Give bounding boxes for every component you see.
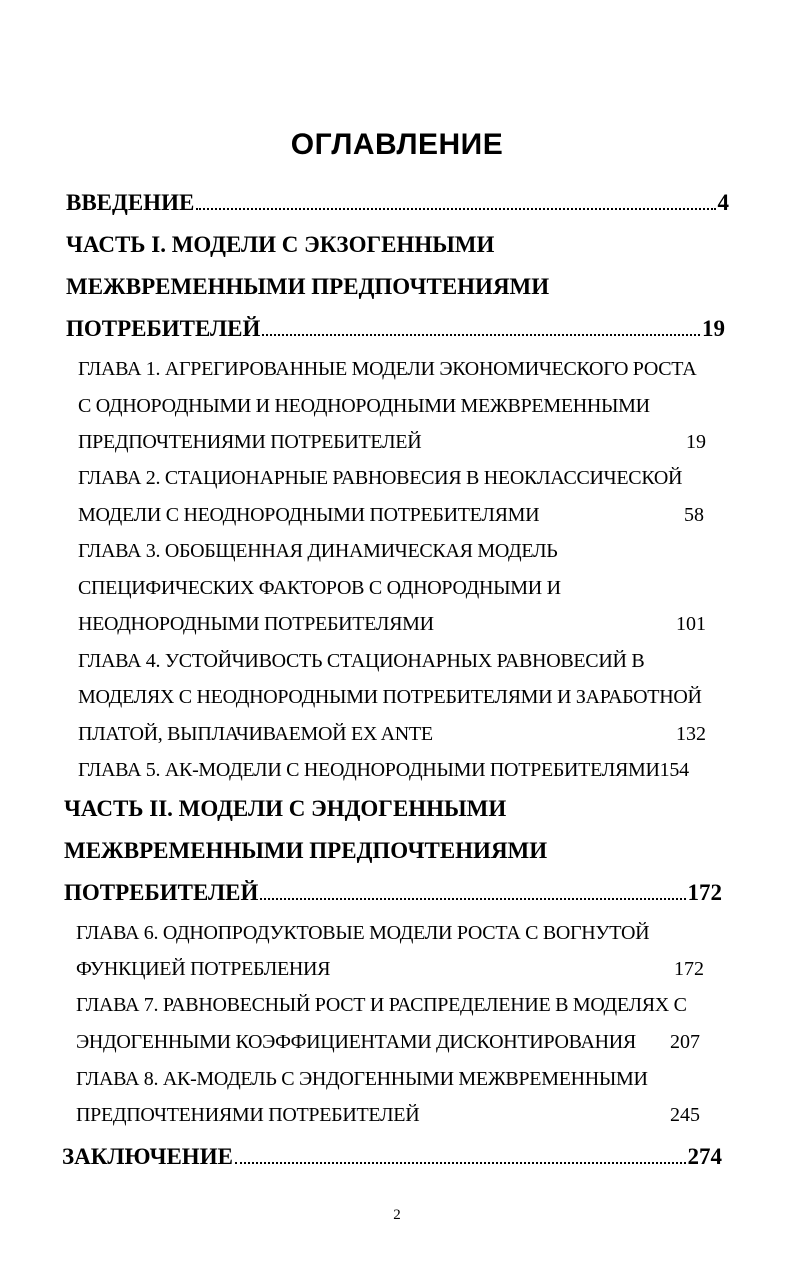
chapter-line: ПРЕДПОЧТЕНИЯМИ ПОТРЕБИТЕЛЕЙ xyxy=(76,1104,420,1126)
chapter-line: МОДЕЛЯХ С НЕОДНОРОДНЫМИ ПОТРЕБИТЕЛЯМИ И ЗАРАБОТНОЙ xyxy=(78,686,702,708)
part-label: ЧАСТЬ II. МОДЕЛИ С ЭНДОГЕННЫМИ xyxy=(64,796,507,821)
dot-leader xyxy=(260,898,685,900)
part-label: МЕЖВРЕМЕННЫМИ ПРЕДПОЧТЕНИЯМИ xyxy=(64,838,548,863)
chapter-line: ГЛАВА 7. РАВНОВЕСНЫЙ РОСТ И РАСПРЕДЕЛЕНИЕ В МОДЕЛЯХ С xyxy=(76,994,687,1016)
dot-leader xyxy=(262,334,700,336)
entry-page: 274 xyxy=(687,1144,722,1169)
chapter-page: 172 xyxy=(674,958,704,980)
chapter-line: ПРЕДПОЧТЕНИЯМИ ПОТРЕБИТЕЛЕЙ xyxy=(78,431,422,453)
toc-part-1-line-2[interactable] xyxy=(66,274,549,300)
chapter-line: ЭНДОГЕННЫМИ КОЭФФИЦИЕНТАМИ ДИСКОНТИРОВАНИЯ xyxy=(76,1031,636,1053)
chapter-line: ГЛАВА 1. АГРЕГИРОВАННЫЕ МОДЕЛИ ЭКОНОМИЧЕСКОГО РОСТА xyxy=(78,358,697,380)
entry-page: 172 xyxy=(687,880,722,905)
chapter-page: 207 xyxy=(670,1031,700,1053)
chapter-line: ФУНКЦИЕЙ ПОТРЕБЛЕНИЯ xyxy=(76,958,331,980)
chapter-line: МОДЕЛИ С НЕОДНОРОДНЫМИ ПОТРЕБИТЕЛЯМИ xyxy=(78,504,540,526)
entry-label: ВВЕДЕНИЕ xyxy=(66,190,195,215)
chapter-page: 132 xyxy=(676,723,706,745)
toc-part-1-line-1[interactable] xyxy=(66,232,494,258)
toc-part-2-line-3[interactable] xyxy=(64,880,722,906)
toc-entry-conclusion[interactable] xyxy=(62,1144,722,1170)
chapter-page: 101 xyxy=(676,613,706,635)
chapter-line: ГЛАВА 2. СТАЦИОНАРНЫЕ РАВНОВЕСИЯ В НЕОКЛАССИЧЕСКОЙ xyxy=(78,467,683,489)
dot-leader xyxy=(235,1162,686,1164)
chapter-line: ГЛАВА 5. АК-МОДЕЛИ С НЕОДНОРОДНЫМИ ПОТРЕБИТЕЛЯМИ154 xyxy=(78,759,689,781)
chapter-page: 245 xyxy=(670,1104,700,1126)
chapter-line: С ОДНОРОДНЫМИ И НЕОДНОРОДНЫМИ МЕЖВРЕМЕННЫМИ xyxy=(78,395,650,417)
dot-leader xyxy=(196,208,715,210)
chapter-line: СПЕЦИФИЧЕСКИХ ФАКТОРОВ С ОДНОРОДНЫМИ И xyxy=(78,577,561,599)
page-title: ОГЛАВЛЕНИЕ xyxy=(290,128,504,161)
chapter-line: ГЛАВА 8. АК-МОДЕЛЬ С ЭНДОГЕННЫМИ МЕЖВРЕМЕННЫМИ xyxy=(76,1068,648,1090)
part-label: МЕЖВРЕМЕННЫМИ ПРЕДПОЧТЕНИЯМИ xyxy=(66,274,550,299)
chapter-page: 19 xyxy=(686,431,706,453)
toc-entry-introduction[interactable] xyxy=(66,190,729,216)
chapter-line: ГЛАВА 4. УСТОЙЧИВОСТЬ СТАЦИОНАРНЫХ РАВНОВЕСИЙ В xyxy=(78,650,645,672)
toc-part-1-line-3[interactable] xyxy=(66,316,725,342)
toc-part-2-line-1[interactable] xyxy=(64,796,506,822)
chapter-line: ГЛАВА 6. ОДНОПРОДУКТОВЫЕ МОДЕЛИ РОСТА С ВОГНУТОЙ xyxy=(76,922,650,944)
part-label: ЧАСТЬ I. МОДЕЛИ С ЭКЗОГЕННЫМИ xyxy=(66,232,495,257)
chapter-line: ГЛАВА 3. ОБОБЩЕННАЯ ДИНАМИЧЕСКАЯ МОДЕЛЬ xyxy=(78,540,558,562)
entry-page: 4 xyxy=(717,190,729,215)
part-label: ПОТРЕБИТЕЛЕЙ xyxy=(64,880,259,905)
entry-label: ЗАКЛЮЧЕНИЕ xyxy=(62,1144,233,1169)
entry-page: 19 xyxy=(702,316,725,341)
chapter-page: 58 xyxy=(684,504,704,526)
page-number: 2 xyxy=(393,1207,401,1223)
chapter-line: ПЛАТОЙ, ВЫПЛАЧИВАЕМОЙ EX ANTE xyxy=(78,723,433,745)
chapter-line: НЕОДНОРОДНЫМИ ПОТРЕБИТЕЛЯМИ xyxy=(78,613,434,635)
toc-part-2-line-2[interactable] xyxy=(64,838,547,864)
part-label: ПОТРЕБИТЕЛЕЙ xyxy=(66,316,261,341)
